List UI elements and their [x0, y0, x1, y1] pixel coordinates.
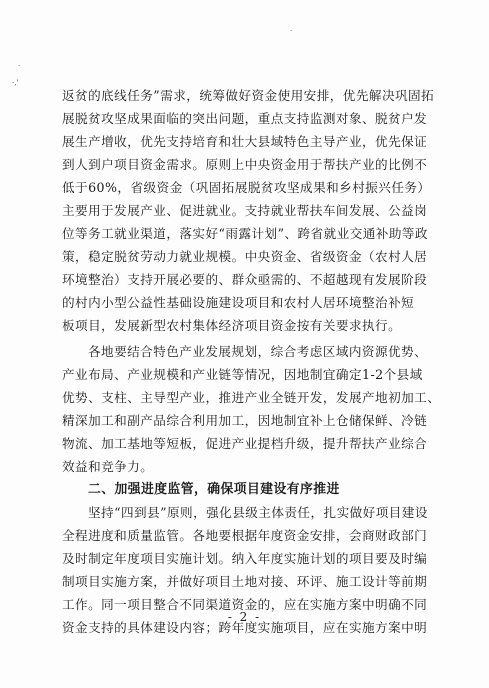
text-line: 主要用于发展产业、促进就业。支持就业帮扶车间发展、公益岗 [62, 203, 428, 218]
text-line: 物流、加工基地等短板，促进产业提档升级，提升帮扶产业综合 [62, 436, 428, 451]
page-number: - 2 - [227, 610, 262, 624]
text-line: 全程进度和质量监管。各地要根据年度资金安排，会商财政部门 [62, 528, 428, 543]
section-heading: 二、加强进度监管，确保项目建设有序推进 [88, 482, 340, 497]
text-line: 策，稳定脱贫劳动力就业规模。中央资金、省级资金（农村人居 [62, 249, 428, 264]
text-line: 坚持“四到县”原则，强化县级主体责任，扎实做好项目建设 [88, 505, 428, 520]
text-line: 的村内小型公益性基础设施建设项目和农村人居环境整治补短 [62, 295, 415, 310]
text-line: 展脱贫攻坚成果面临的突出问题，重点支持监测对象、脱贫户发 [62, 111, 428, 126]
text-line: 到人到户项目资金需求。原则上中央资金用于帮扶产业的比例不 [62, 157, 428, 172]
scan-speck-left-2: ·,' [12, 79, 19, 87]
scan-speck-top: · [290, 27, 293, 35]
document-body [62, 84, 442, 639]
text-line: 效益和竞争力。 [62, 459, 154, 474]
text-line: 资金支持的具体建设内容；跨年度实施项目，应在实施方案中明 [62, 620, 428, 635]
text-line: 及时制定年度项目实施计划。纳入年度实施计划的项目要及时编 [62, 551, 428, 566]
text-line: 低于60%，省级资金（巩固拓展脱贫攻坚成果和乡村振兴任务） [62, 180, 431, 195]
text-line: 环境整治）支持开展必要的、群众亟需的、不超越现有发展阶段 [62, 272, 428, 287]
text-line: 展生产增收，优先支持培育和壮大县域特色主导产业，优先保证 [62, 134, 428, 149]
text-line: 板项目，发展新型农村集体经济项目资金按有关要求执行。 [62, 318, 402, 333]
text-line: 精深加工和副产品综合利用加工，因地制宜补上仓储保鲜、冷链 [62, 413, 428, 428]
text-line: 产业布局、产业规模和产业链等情况，因地制宜确定1-2个县域 [62, 367, 423, 382]
text-line: 位等务工就业渠道，落实好“雨露计划”、跨省就业交通补助等政 [62, 226, 428, 241]
text-line: 各地要结合特色产业发展规划，综合考虑区域内资源优势、 [88, 344, 428, 359]
text-line: 优势、支柱、主导型产业，推进产业全链开发，发展产地初加工、 [62, 390, 441, 405]
text-line: 返贫的底线任务”需求，统筹做好资金使用安排，优先解决巩固拓 [62, 88, 435, 103]
text-line: 制项目实施方案，并做好项目土地对接、环评、施工设计等前期 [62, 574, 428, 589]
text-line: 工作。同一项目整合不同渠道资金的，应在实施方案中明确不同 [62, 597, 428, 612]
scan-speck-left: · [18, 62, 21, 70]
